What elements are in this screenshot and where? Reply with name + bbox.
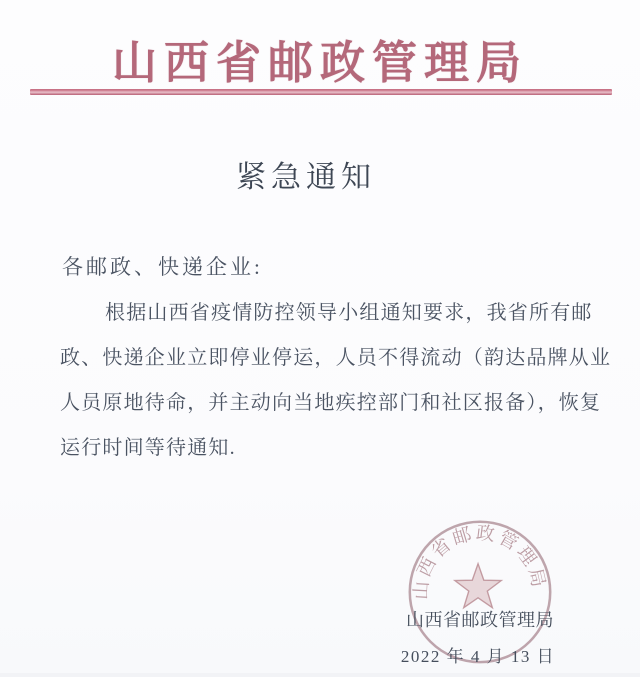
seal-star-icon: [455, 564, 501, 608]
page-bottom-edge: [0, 673, 640, 677]
signature: 山西省邮政管理局: [406, 610, 554, 630]
seal-arc-text: 山西省邮政管理局: [410, 522, 550, 601]
body-line: 运行时间等待通知.: [60, 437, 236, 459]
body-line: 政、快递企业立即停业停运，人员不得流动（韵达品牌从业: [60, 347, 612, 369]
letterhead-org-name: 山西省邮政管理局: [111, 38, 528, 88]
body-line: 根据山西省疫情防控领导小组通知要求，我省所有邮: [105, 302, 593, 324]
body-line: 人员原地待命，并主动向当地疾控部门和社区报备），恢复: [60, 392, 602, 414]
letterhead-rule: [30, 89, 612, 95]
salutation: 各邮政、快递企业:: [62, 255, 263, 279]
notice-title: 紧急通知: [236, 161, 376, 194]
date-line: 2022 年 4 月 13 日: [400, 647, 556, 666]
